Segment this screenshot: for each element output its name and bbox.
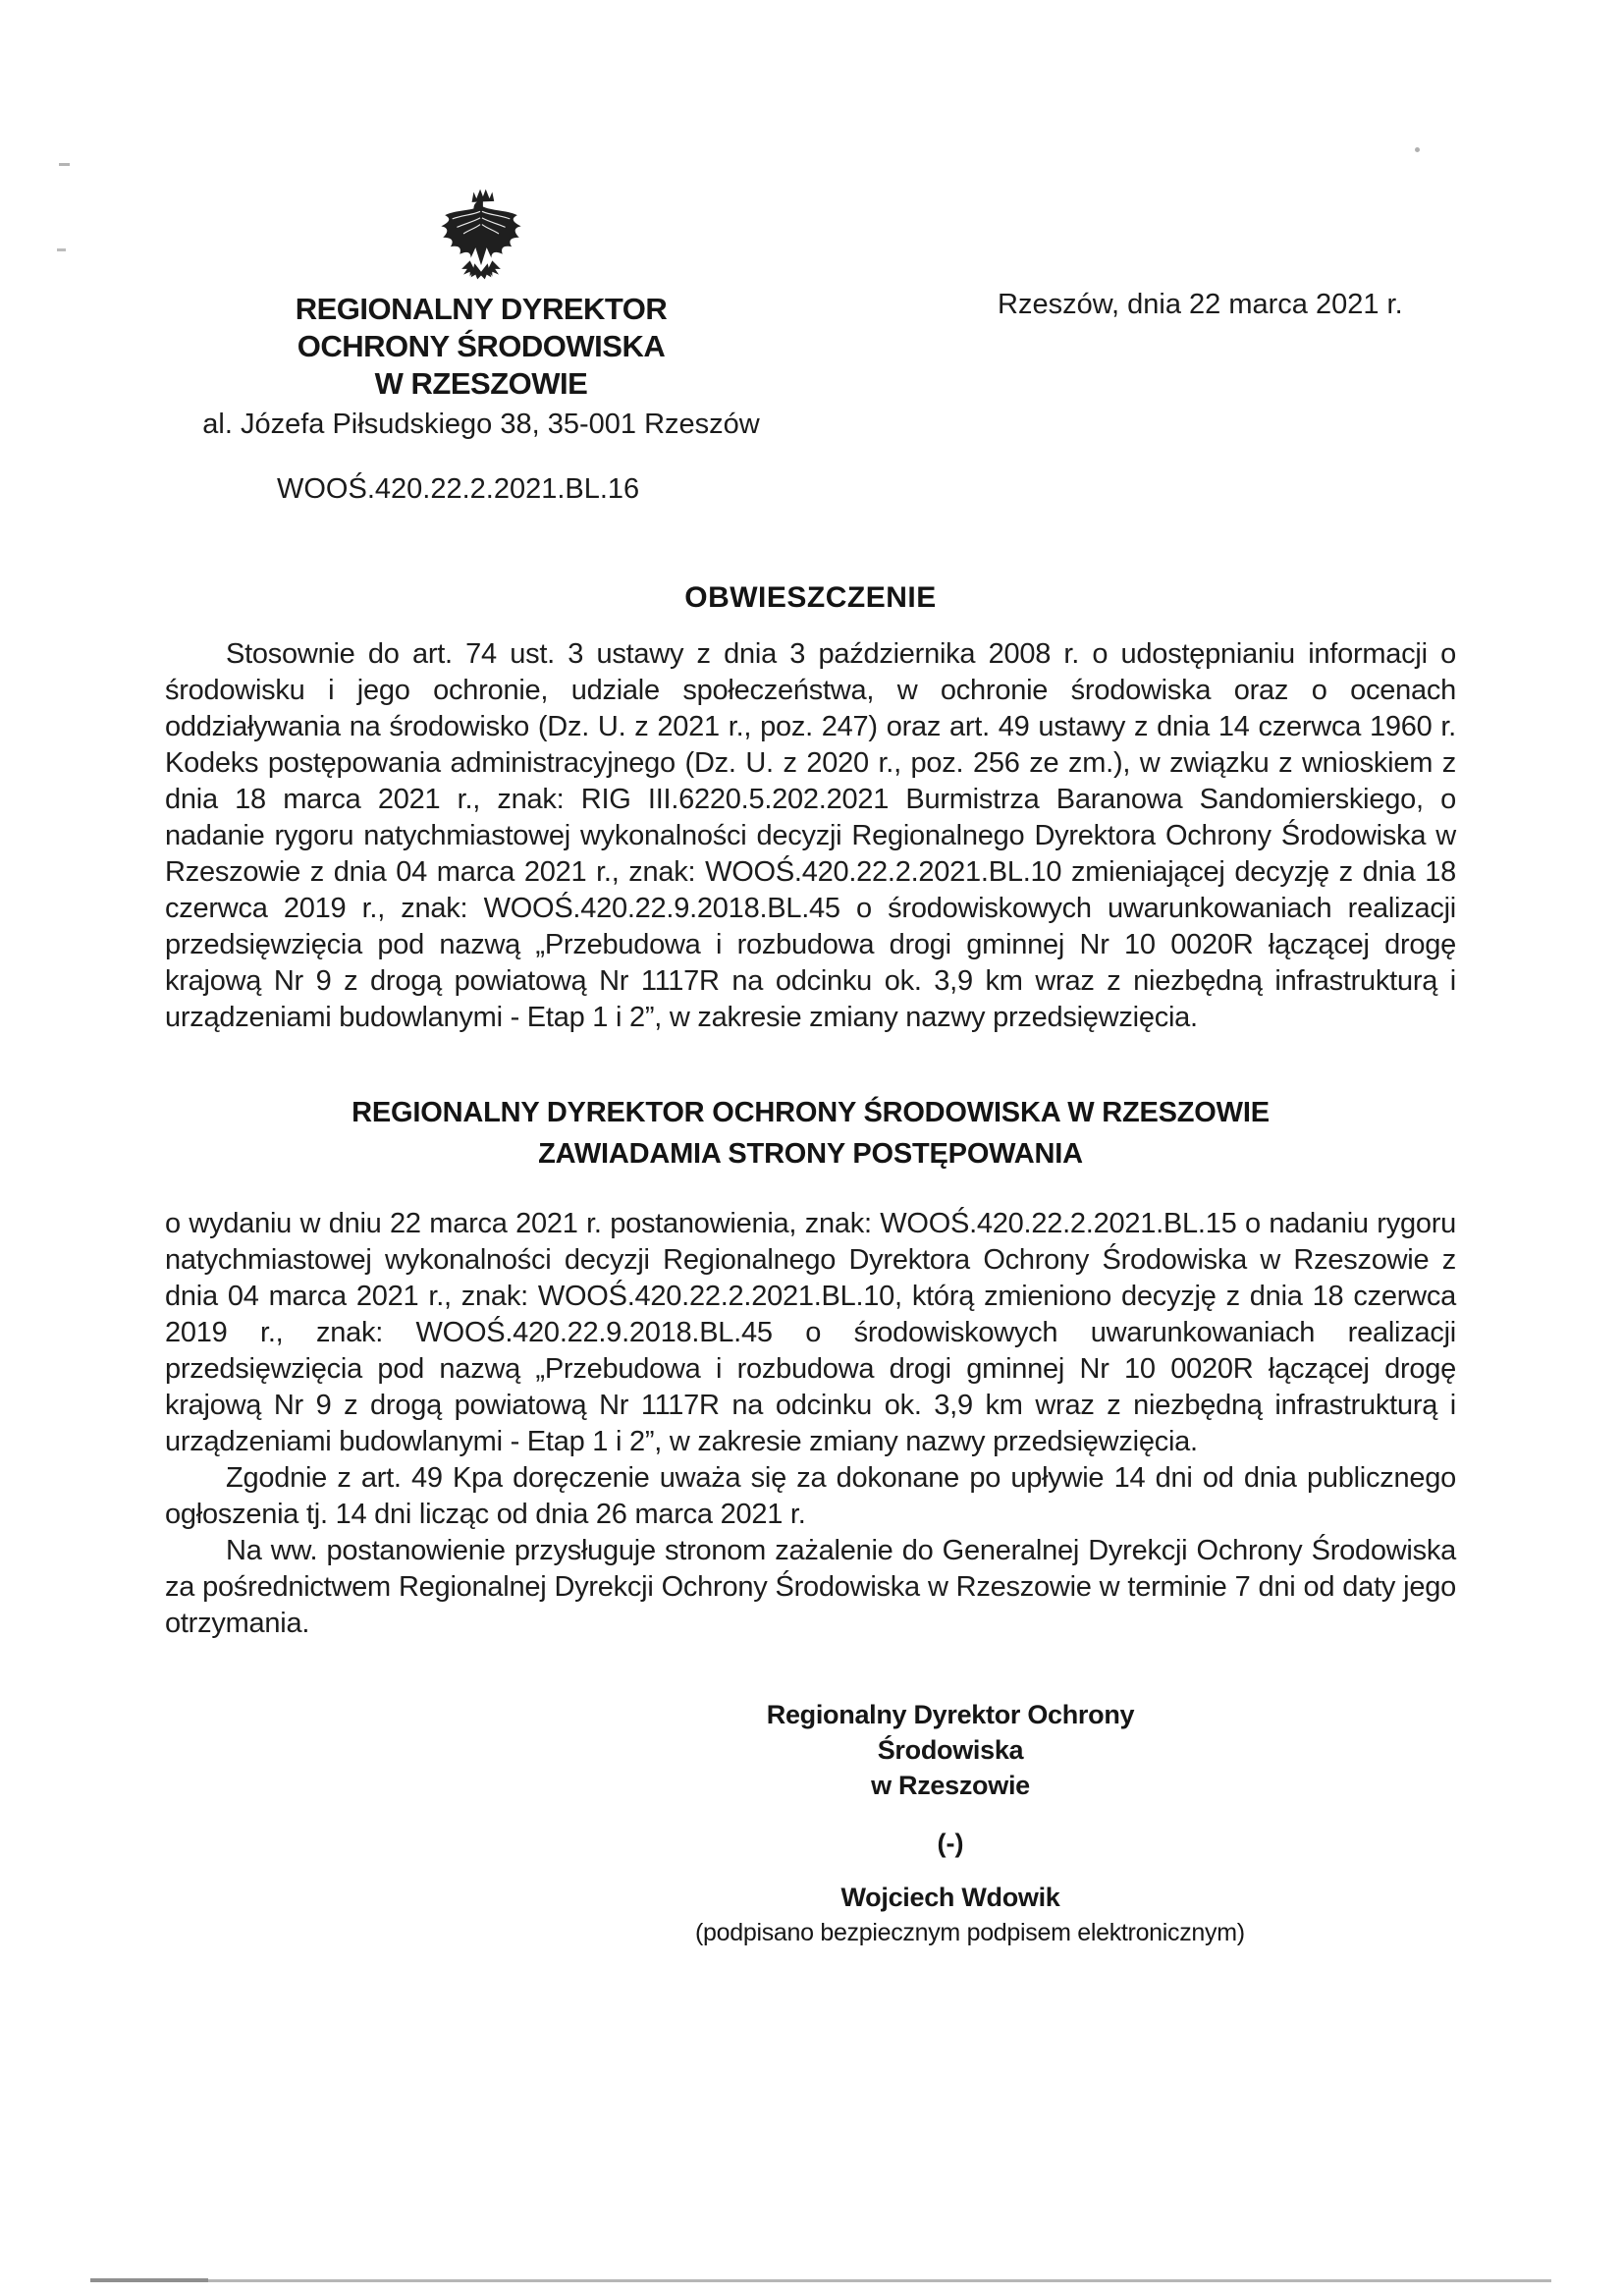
notice-heading-line-2: ZAWIADAMIA STRONY POSTĘPOWANIA [538, 1138, 1083, 1170]
body-block-1 [165, 636, 1456, 1036]
signatory-title-line-2: w Rzeszowie [871, 1771, 1030, 1800]
scan-artifact-dash [59, 163, 70, 166]
paragraph-legal-basis: Stosownie do art. 74 ust. 3 ustawy z dnia 3 października 2008 r. o udostępnianiu informacji o środowisku i jego ochronie, udziale społeczeństwa, w ochronie środowiska oraz o ocenach oddziaływania na środowisko (Dz. U. z 2021 r., poz. 247) oraz art. 49 ustawy z dnia 14 czerwca 1960 r. Kodeks postępowania administracyjnego (Dz. U. z 2020 r., poz. 256 ze zm.), w związku z wnioskiem z dnia 18 marca 2021 r., znak: RIG III.6220.5.202.2021 Burmistrza Baranowa Sandomierskiego, o nadanie rygoru natychmiastowej wykonalności decyzji Regionalnego Dyrektora Ochrony Środowiska w Rzeszowie z dnia 04 marca 2021 r., znak: WOOŚ.420.22.2.2021.BL.10 zmieniającej decyzję z dnia 18 czerwca 2019 r., znak: WOOŚ.420.22.9.2018.BL.45 o środowiskowych uwarunkowaniach realizacji przedsięwzięcia pod nazwą „Przebudowa i rozbudowa drogi gminnej Nr 10 0020R łączącej drogę krajową Nr 9 z drogą powiatową Nr 1117R na odcinku ok. 3,9 km wraz z niezbędną infrastrukturą i urządzeniami budowlanymi - Etap 1 i 2”, w zakresie zmiany nazwy przedsięwzięcia. [165, 638, 1456, 1033]
electronic-signature-note: (podpisano bezpiecznym podpisem elektronicznym) [695, 1919, 1245, 1946]
paragraph-appeal-rights: Na ww. postanowienie przysługuje stronom zażalenie do Generalnej Dyrekcji Ochrony Środowiska za pośrednictwem Regionalnej Dyrekcji Ochrony Środowiska w Rzeszowie w terminie 7 dni od daty jego otrzymania. [165, 1535, 1456, 1639]
office-address: al. Józefa Piłsudskiego 38, 35-001 Rzeszów [202, 409, 760, 440]
letterhead [187, 183, 776, 444]
document-title: OBWIESZCZENIE [684, 581, 937, 614]
signature-mark: (-) [937, 1829, 964, 1858]
scan-artifact-line [90, 2278, 208, 2282]
notice-heading-line-1: REGIONALNY DYREKTOR OCHRONY ŚRODOWISKA W RZESZOWIE [352, 1097, 1270, 1128]
polish-eagle-emblem-icon [426, 183, 536, 285]
body-block-2 [165, 1206, 1456, 1642]
dateline: Rzeszów, dnia 22 marca 2021 r. [998, 289, 1403, 320]
notice-heading [165, 1092, 1456, 1175]
scan-artifact-line [90, 2279, 1551, 2282]
reference-number: WOOŚ.420.22.2.2021.BL.16 [277, 473, 640, 505]
scan-artifact-dot [1415, 147, 1420, 152]
office-name-line-1: REGIONALNY DYREKTOR [295, 292, 668, 326]
signatory-title-line-1: Regionalny Dyrektor Ochrony Środowiska [766, 1700, 1135, 1765]
signatory-name: Wojciech Wdowik [840, 1883, 1060, 1912]
office-name-line-2: OCHRONY ŚRODOWISKA [297, 329, 666, 363]
paragraph-delivery-terms: Zgodnie z art. 49 Kpa doręczenie uważa się za dokonane po upływie 14 dni od dnia publicznego ogłoszenia tj. 14 dni licząc od dnia 26 marca 2021 r. [165, 1462, 1456, 1530]
paragraph-notification: o wydaniu w dniu 22 marca 2021 r. postanowienia, znak: WOOŚ.420.22.2.2021.BL.15 o nadaniu rygoru natychmiastowej wykonalności decyzji Regionalnego Dyrektora Ochrony Środowiska w Rzeszowie z dnia 04 marca 2021 r., znak: WOOŚ.420.22.2.2021.BL.10, którą zmieniono decyzję z dnia 18 czerwca 2019 r., znak: WOOŚ.420.22.9.2018.BL.45 o środowiskowych uwarunkowaniach realizacji przedsięwzięcia pod nazwą „Przebudowa i rozbudowa drogi gminnej Nr 10 0020R łączącej drogę krajową Nr 9 z drogą powiatową Nr 1117R na odcinku ok. 3,9 km wraz z niezbędną infrastrukturą i urządzeniami budowlanymi - Etap 1 i 2”, w zakresie zmiany nazwy przedsięwzięcia. [165, 1208, 1456, 1457]
office-name-line-3: W RZESZOWIE [374, 366, 588, 401]
scan-artifact-dash [57, 248, 66, 251]
signature-block [695, 1697, 1245, 1947]
